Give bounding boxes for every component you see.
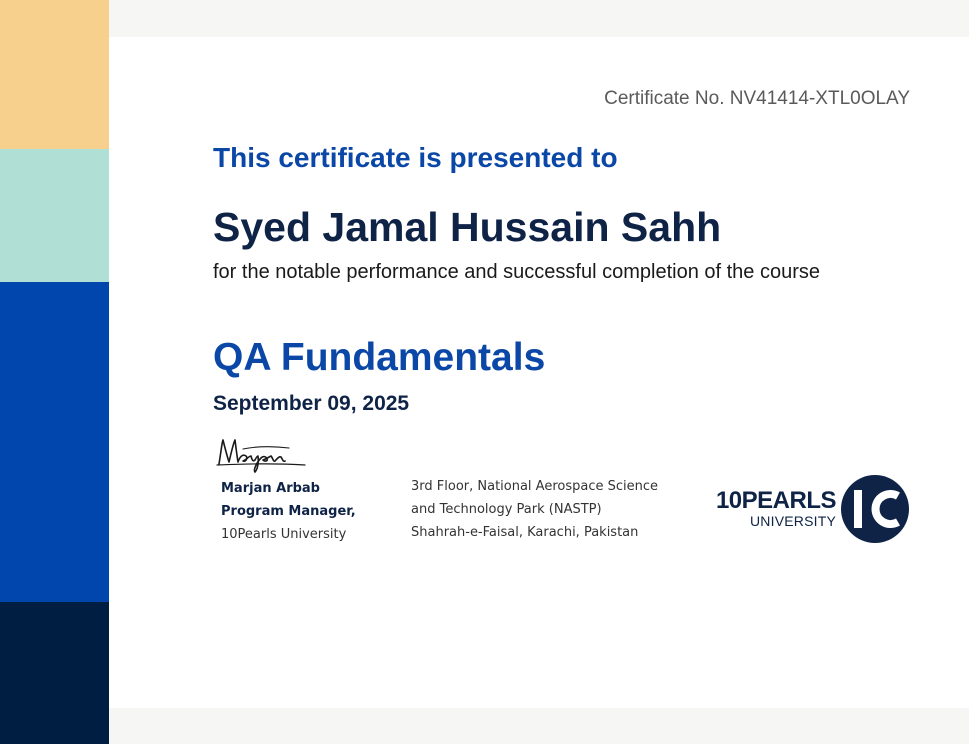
completion-description: for the notable performance and successful completion of the course <box>213 261 821 283</box>
address-line-2: and Technology Park (NASTP) <box>411 502 602 517</box>
signatory-name: Marjan Arbab <box>221 481 320 496</box>
stripe-blue <box>0 282 109 602</box>
address-line-3: Shahrah-e-Faisal, Karachi, Pakistan <box>411 525 639 540</box>
handwritten-signature <box>213 434 313 474</box>
certificate-number: Certificate No. NV41414-XTL0OLAY <box>604 88 910 109</box>
signatory-block <box>221 477 356 546</box>
stripe-mint <box>0 149 109 282</box>
stripe-navy <box>0 602 109 744</box>
logo-10-icon <box>840 474 910 544</box>
course-title: QA Fundamentals <box>213 336 546 379</box>
completion-date: September 09, 2025 <box>213 392 410 415</box>
recipient-name: Syed Jamal Hussain Sahh <box>213 204 722 250</box>
signatory-title: Program Manager, <box>221 504 356 519</box>
certificate-sheet <box>109 37 969 708</box>
address-block <box>411 475 671 544</box>
stripe-peach <box>0 0 109 149</box>
address-line-1: 3rd Floor, National Aerospace Science <box>411 479 659 494</box>
signatory-organization: 10Pearls University <box>221 527 347 542</box>
presented-to-heading: This certificate is presented to <box>213 142 618 173</box>
logo-sub-text: UNIVERSITY <box>749 513 836 529</box>
logo-wordmark <box>706 489 836 529</box>
logo-main-text: 10PEARLS <box>715 487 836 514</box>
10pearls-university-logo <box>706 473 911 545</box>
decorative-stripes <box>0 0 109 744</box>
